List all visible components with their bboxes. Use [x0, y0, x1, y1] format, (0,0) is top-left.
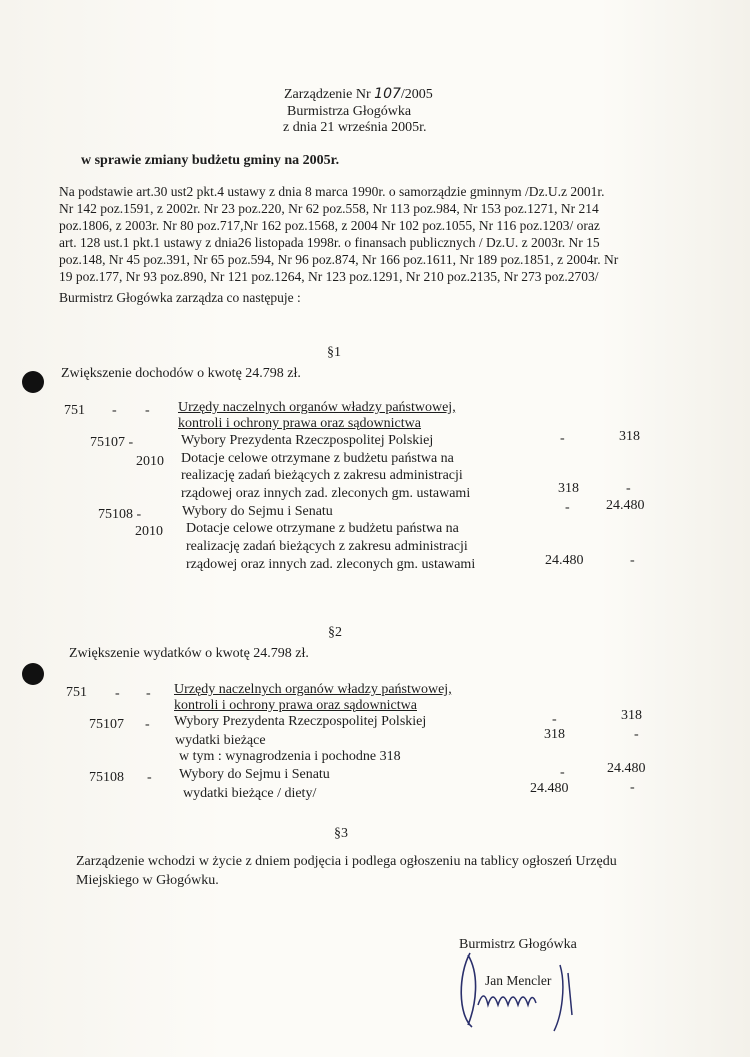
legal-basis-line: 19 poz.177, Nr 93 poz.890, Nr 121 poz.1264, Nr 123 poz.1291, Nr 210 poz.2135, Nr 273 poz.2703/: [59, 269, 599, 284]
paragraf-code: 2010: [136, 454, 164, 469]
paragraf-line: Dotacje celowe otrzymane z budżetu państwa na: [186, 521, 459, 536]
rozdzial-code: 75107 -: [90, 435, 134, 450]
section-1-mark: §1: [327, 345, 341, 360]
document-title: [284, 86, 433, 103]
subject: w sprawie zmiany budżetu gminy na 2005r.: [81, 153, 340, 168]
dash: -: [147, 770, 152, 785]
handwritten-signature: [450, 945, 590, 1035]
legal-basis-line: Nr 142 poz.1591, z 2002r. Nr 23 poz.220, Nr 62 poz.558, Nr 113 poz.984, Nr 153 poz.1271, Nr 214: [59, 201, 599, 216]
expense-sub: wydatki bieżące / diety/: [183, 786, 317, 801]
amount-b: -: [630, 780, 635, 795]
expense-sub: wydatki bieżące: [175, 733, 266, 748]
legal-basis-line: art. 128 ust.1 pkt.1 ustawy z dnia26 listopada 1998r. o finansach publicznych / Dz.U. z 2003r. Nr 15: [59, 235, 600, 250]
amount-a: 24.480: [530, 781, 569, 796]
dash: -: [115, 686, 120, 701]
dzial-code: 751: [64, 403, 85, 418]
amount-b: 318: [621, 708, 642, 723]
paragraf-line: realizację zadań bieżących z zakresu administracji: [181, 468, 463, 483]
amount-b: -: [626, 481, 631, 496]
section-2-heading: Zwiększenie wydatków o kwotę 24.798 zł.: [69, 646, 309, 661]
title-year: /2005: [400, 87, 433, 102]
dzial-code: 751: [66, 685, 87, 700]
punch-hole-top: [22, 371, 44, 393]
dash: -: [145, 403, 150, 418]
dash: -: [112, 403, 117, 418]
paragraf-line: realizację zadań bieżących z zakresu administracji: [186, 539, 468, 554]
punch-hole-bottom: [22, 663, 44, 685]
handwritten-number: 107: [374, 86, 401, 102]
paragraf-code: 2010: [135, 524, 163, 539]
signatory-title: Burmistrz Głogówka: [459, 937, 577, 952]
rozdzial-code: 75108: [89, 770, 124, 785]
amount-b: 24.480: [607, 761, 646, 776]
section-2-mark: §2: [328, 625, 342, 640]
amount-a: 24.480: [545, 553, 584, 568]
section-1-heading: Zwiększenie dochodów o kwotę 24.798 zł.: [61, 366, 301, 381]
amount-b: -: [630, 553, 635, 568]
dash: -: [146, 686, 151, 701]
dzial-name: Urzędy naczelnych organów władzy państwowej,: [174, 682, 452, 697]
amount-b: 24.480: [606, 498, 645, 513]
rozdzial-name: Wybory Prezydenta Rzeczpospolitej Polskiej: [174, 714, 427, 729]
rozdzial-code: 75108 -: [98, 507, 142, 522]
paragraf-line: rządowej oraz innych zad. zleconych gm. ustawami: [181, 486, 471, 501]
dzial-name: Urzędy naczelnych organów władzy państwowej,: [178, 400, 456, 415]
paragraf-line: rządowej oraz innych zad. zleconych gm. ustawami: [186, 557, 476, 572]
rozdzial-name: Wybory Prezydenta Rzeczpospolitej Polskiej: [181, 433, 434, 448]
signatory-name: Jan Mencler: [485, 973, 552, 988]
amount-b: -: [634, 727, 639, 742]
amount-b: 318: [619, 429, 640, 444]
section-3-mark: §3: [334, 826, 348, 841]
rozdzial-name: Wybory do Sejmu i Senatu: [179, 767, 330, 782]
legal-basis-line: Burmistrz Głogówka zarządza co następuje :: [59, 290, 301, 305]
rozdzial-name: Wybory do Sejmu i Senatu: [182, 504, 333, 519]
paragraf-line: Dotacje celowe otrzymane z budżetu państwa na: [181, 451, 454, 466]
section-3-text: Miejskiego w Głogówku.: [76, 873, 219, 888]
amount-a: -: [552, 712, 557, 727]
rozdzial-code: 75107: [89, 717, 124, 732]
amount-a: -: [560, 765, 565, 780]
amount-a: 318: [544, 727, 565, 742]
issuer: Burmistrza Głogówka: [287, 104, 412, 119]
legal-basis-line: Na podstawie art.30 ust2 pkt.4 ustawy z dnia 8 marca 1990r. o samorządzie gminnym /Dz.U.z 2001r.: [59, 184, 605, 199]
expense-sub: w tym : wynagrodzenia i pochodne 318: [179, 749, 401, 764]
section-3-text: Zarządzenie wchodzi w życie z dniem podjęcia i podlega ogłoszeniu na tablicy ogłoszeń Urzędu: [76, 854, 617, 869]
amount-a: -: [560, 431, 565, 446]
dash: -: [145, 717, 150, 732]
amount-a: -: [565, 500, 570, 515]
document-date: z dnia 21 września 2005r.: [283, 120, 427, 135]
legal-basis-line: poz.1806, z 2003r. Nr 80 poz.717,Nr 162 poz.1568, z 2004 Nr 102 poz.1055, Nr 116 poz.1203/ oraz: [59, 218, 600, 233]
title-prefix: Zarządzenie Nr: [284, 87, 371, 102]
amount-a: 318: [558, 481, 579, 496]
dzial-name: kontroli i ochrony prawa oraz sądownictwa: [174, 698, 417, 713]
dzial-name: kontroli i ochrony prawa oraz sądownictwa: [178, 416, 421, 431]
legal-basis-line: poz.148, Nr 45 poz.391, Nr 65 poz.594, Nr 96 poz.874, Nr 166 poz.1611, Nr 189 poz.1851, z 2004r. Nr: [59, 252, 619, 267]
